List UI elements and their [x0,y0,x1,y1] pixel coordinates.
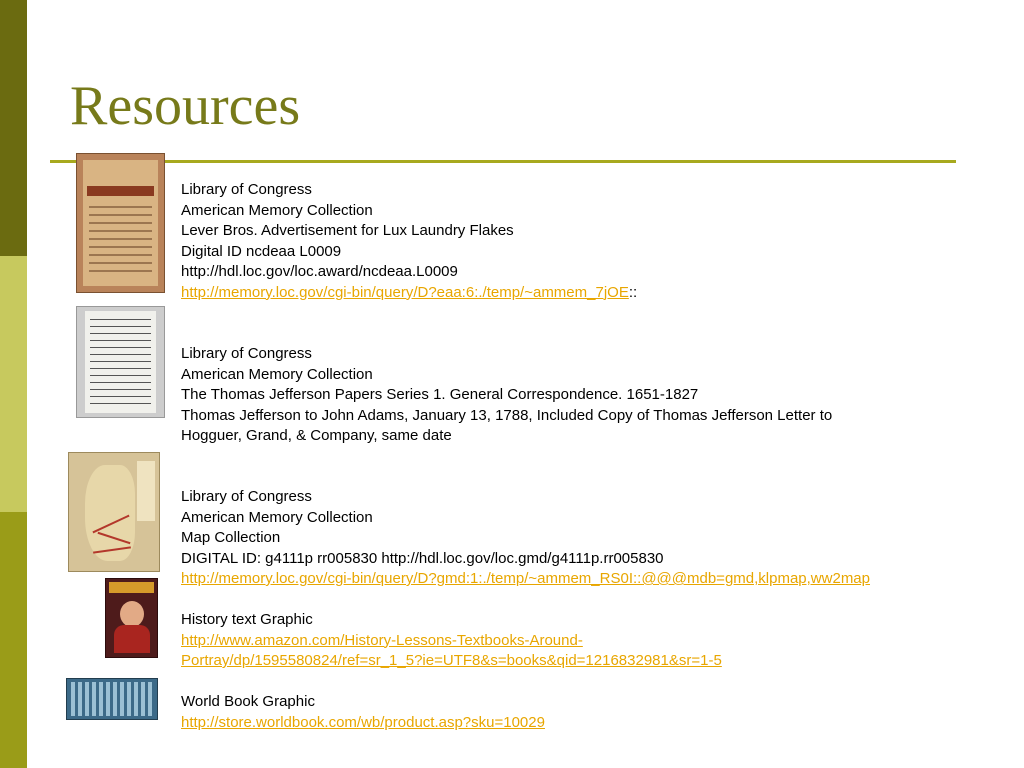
michigan-railroad-map-image [68,452,160,572]
resource-line: American Memory Collection [181,201,373,219]
resource-line: Library of Congress [181,488,312,505]
side-band-top [0,0,27,256]
resource-entry-map [181,487,870,590]
resource-line: The Thomas Jefferson Papers Series 1. General Correspondence. 1651-1827 [181,386,699,403]
resource-line: http://hdl.loc.gov/loc.award/ncdeaa.L0009 [181,263,458,280]
side-band-bottom [0,512,27,768]
resource-line: Lever Bros. Advertisement for Lux Laundry Flakes [181,222,514,239]
worldbook-link[interactable]: http://store.worldbook.com/wb/product.asp?sku=10029 [181,713,545,731]
lux-memory-link[interactable]: http://memory.loc.gov/cgi-bin/query/D?eaa:6:./temp/~ammem_7jOE [181,283,629,301]
resource-line: Digital ID ncdeaa L0009 [181,242,342,260]
resource-entry-jefferson [181,344,832,447]
title-divider [50,160,956,163]
resource-link-line [181,631,722,652]
jefferson-letter-image [76,306,165,418]
slide-title: Resources [70,75,301,137]
history-lessons-book-image [105,578,158,658]
resource-line: Hogguer, Grand, & Company, same date [181,427,452,444]
resource-link-line [181,569,870,590]
resource-line: American Memory Collection [181,365,373,383]
resource-line: History text Graphic [181,611,313,628]
resource-line: Library of Congress [181,181,312,198]
resource-line: DIGITAL ID: g4111p rr005830 http://hdl.loc.gov/loc.gmd/g4111p.rr005830 [181,549,664,567]
resource-line: American Memory Collection [181,508,373,526]
resource-line: Thomas Jefferson to John Adams, January 13, 1788, Included Copy of Thomas Jefferson Letter to [181,406,833,424]
lux-laundry-advertisement-image [76,153,165,293]
world-book-set-image [66,678,158,720]
resource-link-line [181,651,722,672]
resource-line: Library of Congress [181,345,312,362]
resource-entry-lux [181,180,637,303]
amazon-link-part-1[interactable]: http://www.amazon.com/History-Lessons-Textbooks-Around- [181,631,583,649]
map-memory-link[interactable]: http://memory.loc.gov/cgi-bin/query/D?gmd:1:./temp/~ammem_RS0I::@@@mdb=gmd,klpmap,ww2map [181,570,870,587]
side-band-middle [0,256,27,512]
resource-entry-history-text [181,610,722,672]
resource-entry-world-book [181,692,545,733]
amazon-link-part-2[interactable]: Portray/dp/1595580824/ref=sr_1_5?ie=UTF8&s=books&qid=1216832981&sr=1-5 [181,652,722,669]
resource-line: World Book Graphic [181,693,315,710]
resource-link-line [181,283,637,304]
link-suffix: :: [628,283,638,301]
resource-line: Map Collection [181,529,281,546]
resource-link-line [181,713,545,734]
